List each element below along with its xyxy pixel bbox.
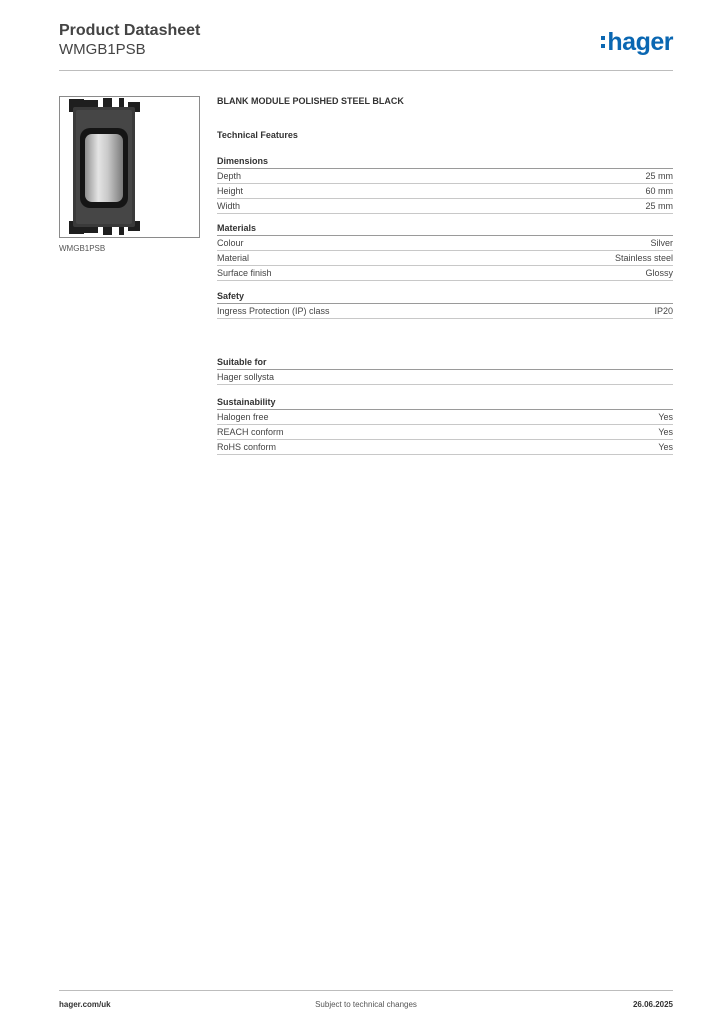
spec-row-width — [217, 199, 673, 214]
suitable-for-section — [217, 356, 673, 385]
section-title: Sustainability — [217, 396, 673, 410]
spec-row-halogen-free — [217, 410, 673, 425]
product-image — [59, 96, 200, 238]
hager-logo — [601, 28, 673, 56]
footer-notice: Subject to technical changes — [315, 1000, 417, 1009]
spec-value: Silver — [650, 238, 673, 248]
section-title: Dimensions — [217, 155, 673, 169]
spec-row-ip-class — [217, 304, 673, 319]
materials-section — [217, 222, 673, 281]
spec-label: Halogen free — [217, 412, 269, 422]
spec-value: Glossy — [645, 268, 673, 278]
spec-value: Yes — [658, 427, 673, 437]
page-header — [59, 22, 673, 71]
page-footer — [59, 990, 673, 1015]
blank-module-illustration — [60, 97, 199, 237]
spec-value: Yes — [658, 442, 673, 452]
spec-row-surface-finish — [217, 266, 673, 281]
spec-value: Yes — [658, 412, 673, 422]
product-name: BLANK MODULE POLISHED STEEL BLACK — [217, 96, 404, 106]
footer-date: 26.06.2025 — [632, 1000, 673, 1009]
spec-row-rohs-conform — [217, 440, 673, 455]
dimensions-section — [217, 155, 673, 214]
spec-row-material — [217, 251, 673, 266]
spec-row-depth — [217, 169, 673, 184]
spec-label: Colour — [217, 238, 244, 248]
spec-value: Stainless steel — [614, 253, 673, 263]
spec-label: Surface finish — [217, 268, 272, 278]
spec-value: 25 mm — [645, 171, 673, 181]
spec-label: Height — [217, 186, 244, 196]
spec-label: Depth — [217, 171, 242, 181]
spec-row-height — [217, 184, 673, 199]
document-title: Product Datasheet — [59, 22, 201, 39]
spec-label: Width — [217, 201, 241, 211]
safety-section — [217, 290, 673, 319]
technical-features-heading: Technical Features — [217, 130, 298, 140]
spec-label: REACH conform — [217, 427, 284, 437]
footer-website: hager.com/uk — [59, 1000, 111, 1009]
spec-label: Hager sollysta — [217, 372, 275, 382]
spec-row-suitable-product — [217, 370, 673, 385]
logo-text: hager — [607, 27, 673, 56]
spec-value: IP20 — [654, 306, 673, 316]
product-code: WMGB1PSB — [59, 41, 146, 58]
spec-label: RoHS conform — [217, 442, 277, 452]
image-caption: WMGB1PSB — [59, 244, 106, 253]
spec-value: 25 mm — [645, 201, 673, 211]
spec-value: 60 mm — [645, 186, 673, 196]
section-title: Safety — [217, 290, 673, 304]
section-title: Suitable for — [217, 356, 673, 370]
spec-row-colour — [217, 236, 673, 251]
spec-label: Material — [217, 253, 250, 263]
spec-row-reach-conform — [217, 425, 673, 440]
sustainability-section — [217, 396, 673, 455]
logo-colon-icon — [601, 36, 605, 48]
spec-label: Ingress Protection (IP) class — [217, 306, 330, 316]
section-title: Materials — [217, 222, 673, 236]
